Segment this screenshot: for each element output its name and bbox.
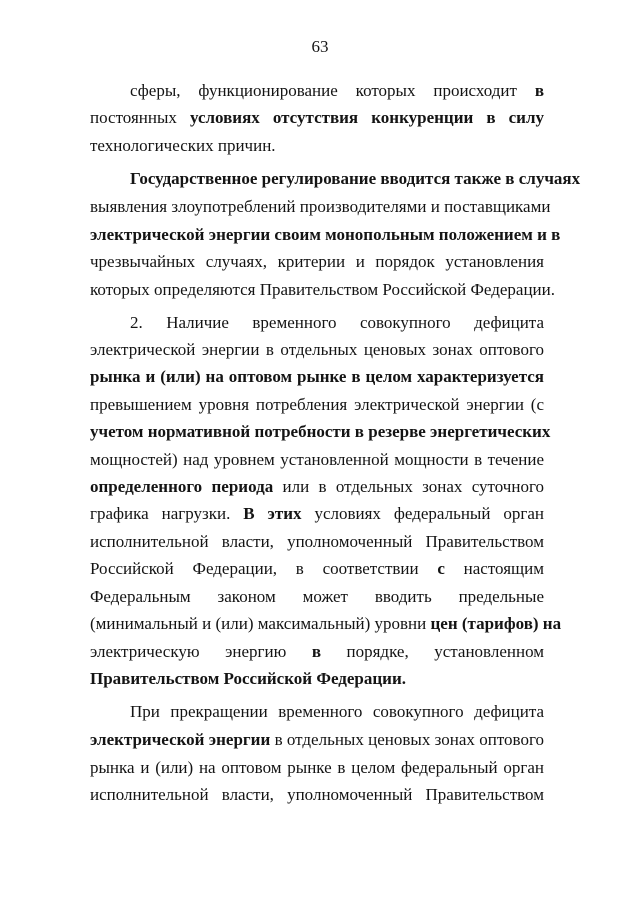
text-run: которых определяются Правительством Российской Федерации. (90, 280, 555, 299)
bold-text: цен (тарифов) на (430, 614, 562, 633)
bold-text: Правительством Российской Федерации. (90, 669, 407, 688)
text-run: электрическую энергию (90, 642, 312, 661)
text-line (90, 613, 562, 635)
text-line (90, 421, 551, 443)
text-run: в отдельных ценовых зонах оптового (270, 730, 544, 749)
text-run: исполнительной власти, уполномоченный Правительством (90, 532, 544, 551)
bold-text: рынка и (или) на оптовом рынке (90, 367, 352, 386)
text-line (90, 784, 544, 806)
text-run: настоящим (444, 559, 544, 578)
bold-text: в целом (351, 367, 413, 386)
text-line (130, 80, 544, 102)
text-run: технологических причин. (90, 136, 276, 155)
bold-text: В этих (243, 504, 302, 523)
text-line (90, 366, 544, 388)
text-run: условиях федеральный орган (301, 504, 544, 523)
text-line (90, 449, 544, 471)
bold-text: учетом нормативной потребности в резерве энергетических (90, 422, 551, 441)
text-line (130, 701, 544, 723)
text-line (90, 531, 544, 553)
text-line (130, 312, 544, 334)
text-run: (минимальный и (или) максимальный) уровни (90, 614, 431, 633)
text-run: чрезвычайных случаях, критерии и порядок установления (90, 252, 544, 271)
text-line (90, 135, 544, 157)
bold-text: условиях отсутствия конкуренции в силу (189, 108, 545, 127)
text-run: исполнительной власти, уполномоченный Правительством (90, 785, 544, 804)
text-line (90, 729, 544, 751)
text-line (90, 339, 544, 361)
bold-text: электрической энергии (90, 730, 271, 749)
bold-text: в (534, 81, 544, 100)
text-run: Российской Федерации, в соответствии (90, 559, 438, 578)
text-run: 2. Наличие временного совокупного дефицита (130, 313, 544, 332)
text-run: мощностей) над уровнем установленной мощности в течение (90, 450, 544, 469)
text-run: превышением уровня потребления электрической энергии (с (90, 395, 544, 414)
text-line (90, 394, 544, 416)
bold-text: с (437, 559, 445, 578)
text-line (90, 586, 544, 608)
bold-text: электрической энергии своим монопольным положением и в (90, 225, 561, 244)
text-run: При прекращении временного совокупного дефицита (130, 702, 544, 721)
text-line (90, 107, 544, 129)
text-run: или в отдельных зонах суточного (273, 477, 544, 496)
text-line (90, 196, 551, 218)
text-line (90, 757, 544, 779)
text-line (90, 279, 555, 301)
bold-text: в (311, 642, 321, 661)
bold-text: характеризуется (412, 367, 544, 386)
text-run: выявления злоупотреблений производителями и поставщиками (90, 197, 551, 216)
text-line (90, 558, 544, 580)
text-run: рынка и (или) на оптовом рынке в целом федеральный орган (90, 758, 544, 777)
text-line (90, 503, 544, 525)
text-run: порядке, установленном (321, 642, 545, 661)
text-run: сферы, функционирование которых происходит (130, 81, 535, 100)
text-run: графика нагрузки. (90, 504, 244, 523)
text-line (90, 476, 544, 498)
page-number: 63 (311, 37, 329, 56)
text-line (130, 168, 581, 190)
text-line (90, 224, 561, 246)
text-line (90, 251, 544, 273)
bold-text: определенного периода (90, 477, 274, 496)
text-run: постоянных (90, 108, 190, 127)
bold-text: Государственное регулирование вводится также в случаях (130, 169, 581, 188)
text-run: Федеральным законом может вводить предельные (90, 587, 544, 606)
text-line (90, 668, 544, 690)
text-line (90, 641, 544, 663)
text-run: электрической энергии в отдельных ценовых зонах оптового (90, 340, 544, 359)
